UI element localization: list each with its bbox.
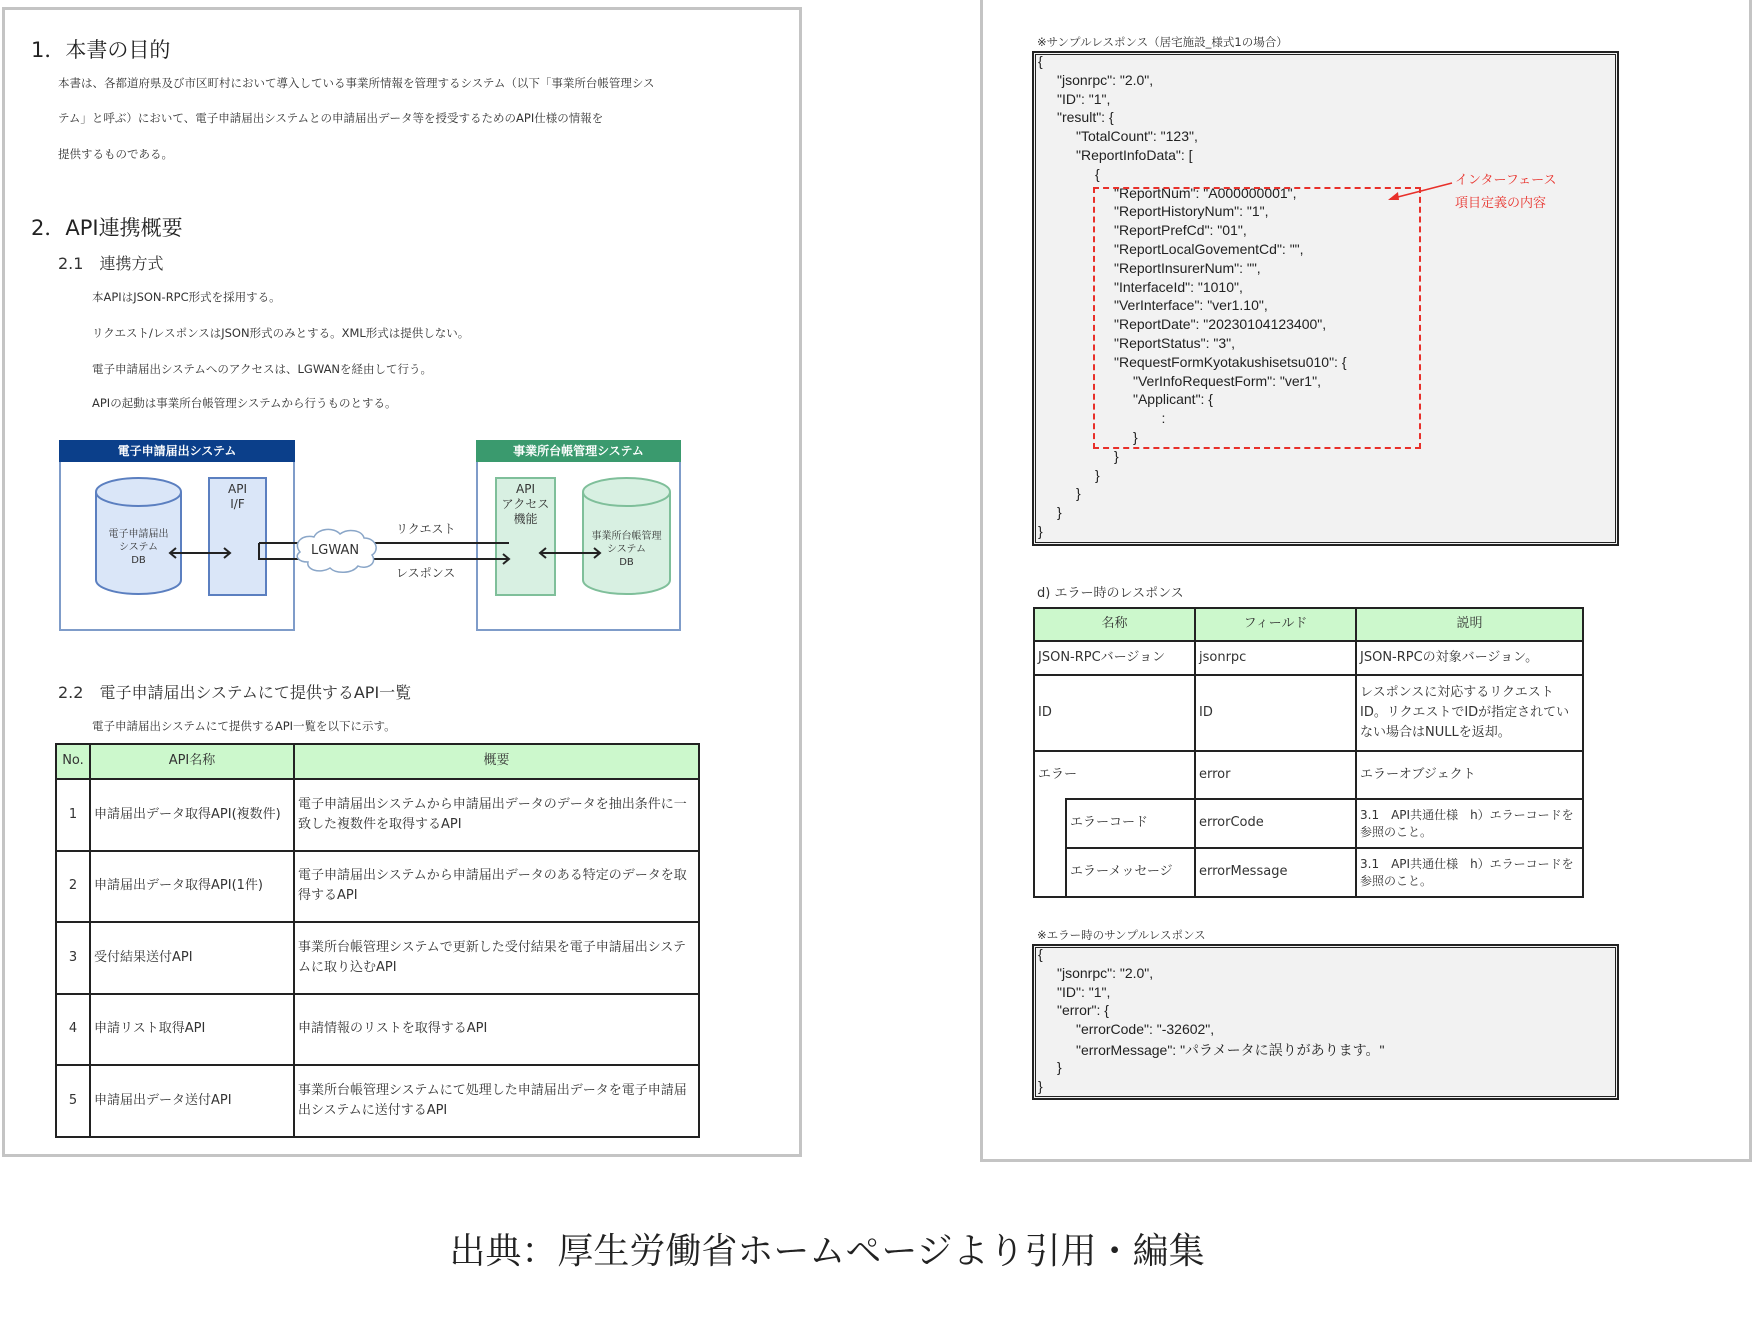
code-line: { [1038, 946, 1043, 962]
annotation-label [1455, 169, 1557, 215]
code-line: "VerInterface": "ver1.10", [1114, 297, 1268, 314]
request-label: リクエスト [396, 522, 456, 536]
api-number: 2 [56, 851, 90, 923]
header-field: フィールド [1195, 608, 1356, 641]
code-line: } [1038, 523, 1043, 539]
code-line: "ReportHistoryNum": "1", [1114, 203, 1269, 220]
left-db-label-line: DB [131, 555, 146, 566]
row-name: ID [1034, 675, 1195, 751]
section1-title: 1．本書の目的 [31, 38, 171, 62]
section1-paragraph-line: 本書は、各都道府県及び市区町村において導入している事業所情報を管理するシステム（以下「事業所台帳管理シス [58, 76, 655, 90]
code-line: "ReportInfoData": [ [1076, 147, 1193, 163]
header-description: 説明 [1356, 608, 1583, 641]
table-row [56, 1065, 699, 1137]
left-api-label-line: I/F [230, 497, 245, 511]
api-summary: 事業所台帳管理システムにて処理した申請届出データを電子申請届出システムに送付するAPI [294, 1065, 699, 1137]
left-api-label [209, 482, 266, 512]
error-section-title: d) エラー時のレスポンス [1037, 586, 1184, 601]
api-number: 1 [56, 779, 90, 851]
api-name: 受付結果送付API [90, 922, 294, 994]
code-line: "error": { [1057, 1002, 1109, 1019]
right-api-label-line: API [516, 482, 535, 496]
header-name: 名称 [1034, 608, 1195, 641]
code-line: } [1095, 466, 1100, 483]
code-line: } [1057, 504, 1062, 521]
error-sample-code-box [1033, 945, 1618, 1099]
code-line: "ReportNum": "A000000001", [1114, 184, 1297, 201]
table-row [1034, 641, 1583, 675]
left-db-label-line: 電子申請届出 [108, 529, 169, 540]
api-summary: 電子申請届出システムから申請届出データのある特定のデータを取得するAPI [294, 851, 699, 923]
code-line: "errorCode": "-32602", [1076, 1021, 1215, 1038]
table-row [1034, 799, 1583, 848]
right-api-label [496, 482, 555, 527]
api-name: 申請リスト取得API [90, 994, 294, 1066]
method-item: APIの起動は事業所台帳管理システムから行うものとする。 [92, 396, 397, 410]
section1-paragraph-line: 提供するものである。 [58, 147, 173, 161]
annotation-line: 項目定義の内容 [1455, 196, 1547, 211]
section1-paragraph-line: テム」と呼ぶ）において、電子申請届出システムとの申請届出データ等を授受するためのAPI仕様の情報を [58, 111, 604, 125]
left-db-label [96, 528, 181, 567]
code-line: "result": { [1057, 109, 1114, 126]
error-sample-caption: ※エラー時のサンプルレスポンス [1037, 928, 1206, 942]
error-response-table [1033, 607, 1584, 898]
api-list-table [55, 743, 700, 1138]
code-line: "Applicant": { [1133, 391, 1213, 408]
code-line: "errorMessage": "パラメータに誤りがあります。" [1076, 1042, 1385, 1058]
code-line: "ReportInsurerNum": "", [1114, 259, 1261, 276]
right-api-label-line: 機能 [513, 512, 538, 526]
right-db-label-line: 事業所台帳管理 [591, 531, 662, 542]
code-line: } [1133, 429, 1138, 445]
method-item: 本APIはJSON-RPC形式を採用する。 [92, 290, 281, 304]
code-line: "RequestFormKyotakushisetsu010": { [1114, 353, 1347, 370]
code-line: } [1076, 485, 1081, 502]
code-line: } [1114, 447, 1119, 464]
api-name: 申請届出データ取得API(1件) [90, 851, 294, 923]
api-name: 申請届出データ取得API(複数件) [90, 779, 294, 851]
row-description: エラーオブジェクト [1356, 751, 1583, 799]
right-system-header: 事業所台帳管理システム [476, 440, 681, 462]
right-db-label [583, 530, 670, 569]
row-name: エラー [1034, 751, 1195, 799]
diagram-shapes [0, 0, 802, 700]
code-line: "ID": "1", [1057, 90, 1111, 107]
row-field: error [1195, 751, 1356, 799]
code-line: "ReportPrefCd": "01", [1114, 222, 1247, 239]
left-system-header: 電子申請届出システム [59, 440, 295, 462]
code-line: } [1057, 1058, 1062, 1075]
code-line: "TotalCount": "123", [1076, 128, 1198, 145]
header-summary: 概要 [294, 744, 699, 779]
table-row [56, 994, 699, 1066]
row-name: エラーメッセージ [1066, 848, 1195, 897]
code-line: : [1161, 410, 1166, 427]
response-label: レスポンス [396, 566, 456, 580]
api-number: 3 [56, 922, 90, 994]
section22-note: 電子申請届出システムにて提供するAPI一覧を以下に示す。 [92, 719, 396, 733]
right-db-label-line: DB [619, 557, 634, 568]
code-line: "ID": "1", [1057, 983, 1111, 1000]
code-line: "ReportLocalGovementCd": "", [1114, 241, 1304, 257]
row-field: jsonrpc [1195, 641, 1356, 675]
section22-title: 2.2 電子申請届出システムにて提供するAPI一覧 [58, 683, 412, 702]
annotation-line: インターフェース [1455, 173, 1557, 188]
left-db-label-line: システム [119, 542, 158, 553]
left-api-label-line: API [228, 482, 247, 496]
code-line: "ReportStatus": "3", [1114, 335, 1236, 351]
interface-highlight-box [1093, 184, 1421, 449]
right-db-label-line: システム [607, 544, 646, 555]
row-description: 3.1 API共通仕様 h）エラーコードを参照のこと。 [1356, 848, 1583, 897]
api-name: 申請届出データ送付API [90, 1065, 294, 1137]
right-api-label-line: アクセス [501, 497, 550, 511]
source-caption: 出典：厚生労働省ホームページより引用・編集 [449, 1231, 1205, 1272]
code-line: "jsonrpc": "2.0", [1057, 71, 1154, 88]
api-summary: 事業所台帳管理システムで更新した受付結果を電子申請届出システムに取り込むAPI [294, 922, 699, 994]
table-row [1034, 675, 1583, 751]
table-row [56, 779, 699, 851]
sample-response-caption: ※サンプルレスポンス（居宅施設_様式1の場合） [1037, 35, 1288, 49]
table-row [56, 851, 699, 923]
code-line: "jsonrpc": "2.0", [1057, 964, 1154, 981]
row-name: JSON-RPCバージョン [1034, 641, 1195, 675]
code-line: "ReportDate": "20230104123400", [1114, 316, 1327, 333]
code-line: } [1038, 1077, 1043, 1094]
api-summary: 申請情報のリストを取得するAPI [294, 994, 699, 1066]
code-line: { [1095, 165, 1100, 182]
method-item: リクエスト/レスポンスはJSON形式のみとする。XML形式は提供しない。 [92, 326, 470, 340]
code-line: { [1038, 53, 1043, 69]
api-summary: 電子申請届出システムから申請届出データのデータを抽出条件に一致した複数件を取得するAPI [294, 779, 699, 851]
api-number: 5 [56, 1065, 90, 1137]
header-api-name: API名称 [90, 744, 294, 779]
code-line: "InterfaceId": "1010", [1114, 278, 1243, 295]
row-field: errorCode [1195, 799, 1356, 848]
annotation-arrow-icon [1380, 175, 1460, 205]
table-row [56, 922, 699, 994]
row-description: JSON-RPCの対象バージョン。 [1356, 641, 1583, 675]
row-field: errorMessage [1195, 848, 1356, 897]
row-field: ID [1195, 675, 1356, 751]
lgwan-label: LGWAN [311, 543, 360, 558]
api-number: 4 [56, 994, 90, 1066]
code-line: "VerInfoRequestForm": "ver1", [1133, 372, 1321, 389]
header-no: No. [56, 744, 90, 779]
row-name: エラーコード [1066, 799, 1195, 848]
table-row [1034, 751, 1583, 799]
indent-cell [1034, 799, 1066, 897]
section21-title: 2.1 連携方式 [58, 254, 164, 273]
method-item: 電子申請届出システムへのアクセスは、LGWANを経由して行う。 [92, 362, 433, 376]
table-row [1034, 848, 1583, 897]
row-description: レスポンスに対応するリクエストID。リクエストでIDが指定されていない場合はNULLを返却。 [1356, 675, 1583, 751]
row-description: 3.1 API共通仕様 h）エラーコードを参照のこと。 [1356, 799, 1583, 848]
section2-title: 2．API連携概要 [31, 216, 183, 240]
